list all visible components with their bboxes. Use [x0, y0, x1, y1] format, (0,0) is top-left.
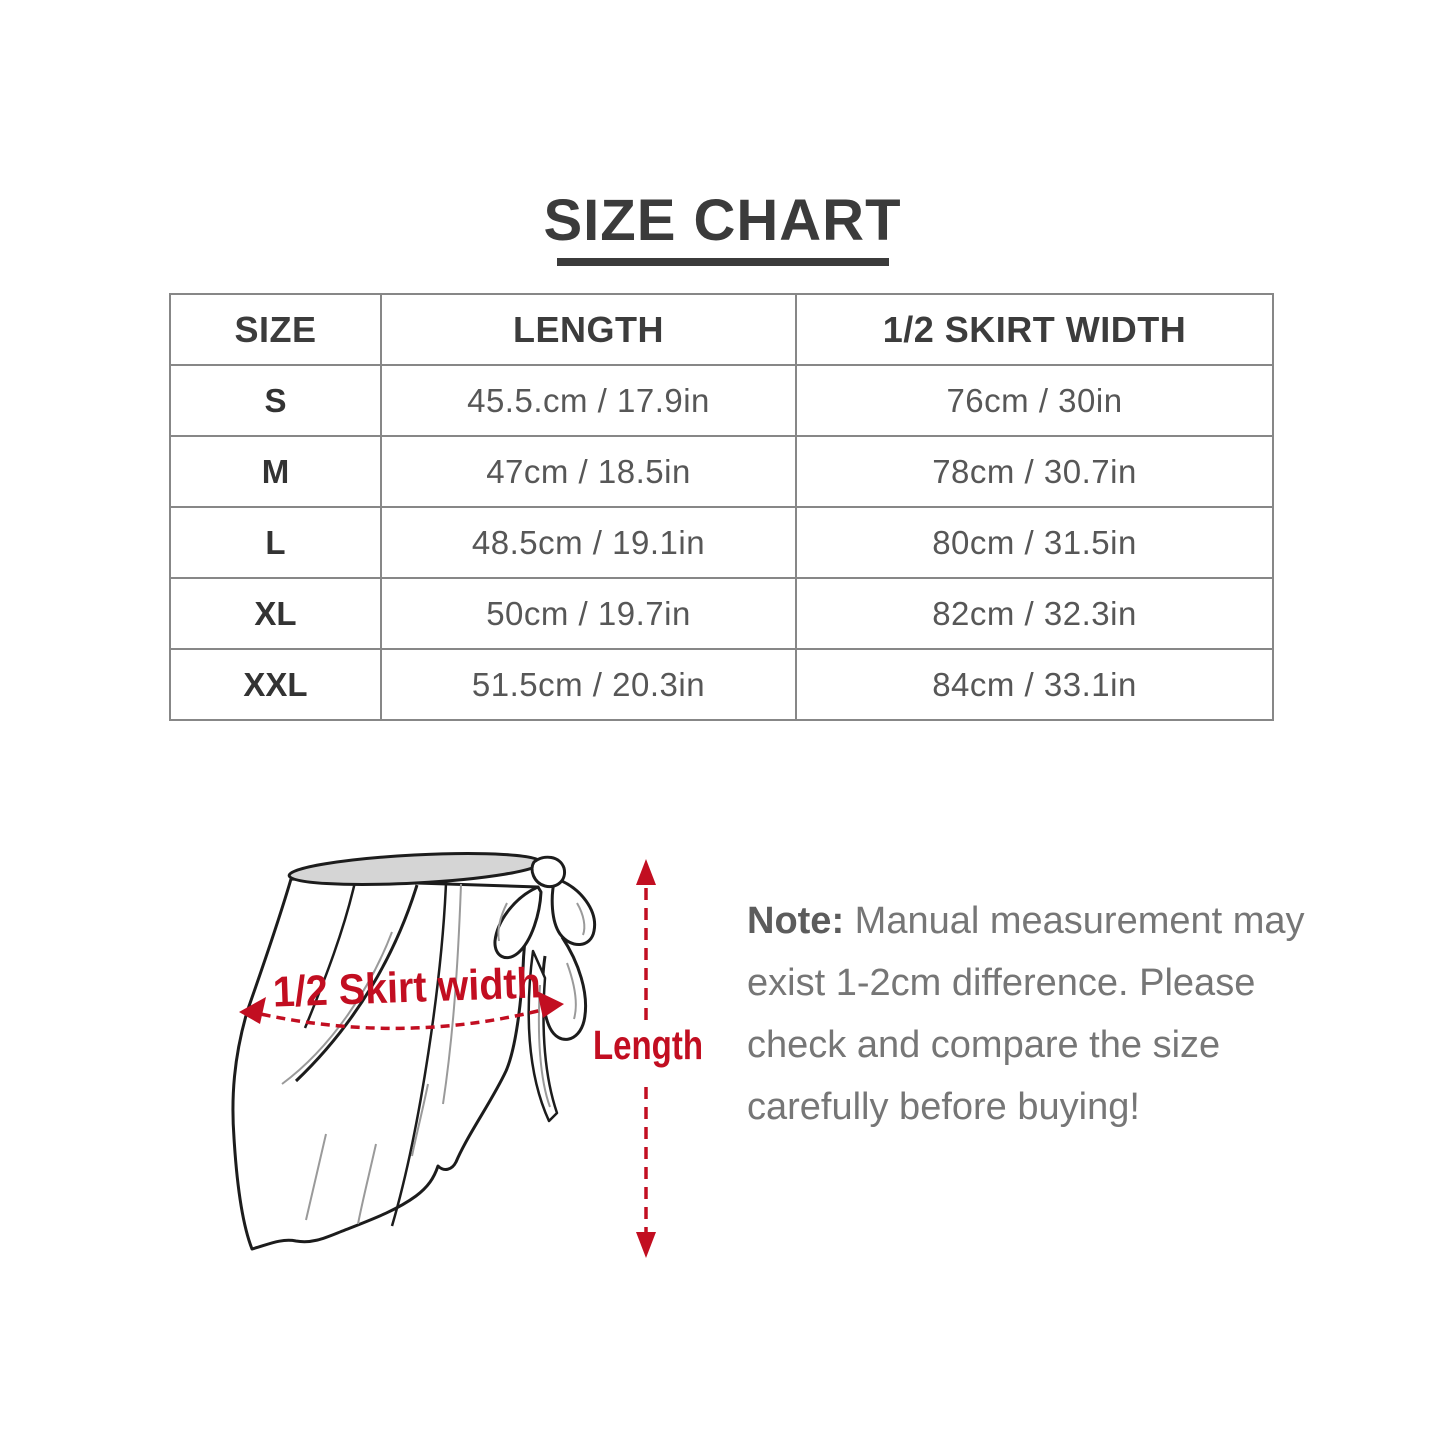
- header-half-skirt-width: 1/2 SKIRT WIDTH: [796, 294, 1273, 365]
- skirt-width-label: 1/2 Skirt width: [271, 958, 566, 1017]
- width-cell: 76cm / 30in: [796, 365, 1273, 436]
- width-cell: 82cm / 32.3in: [796, 578, 1273, 649]
- title-block: [0, 188, 1445, 266]
- table-row: [170, 578, 1273, 649]
- note-line: carefully before buying!: [747, 1086, 1140, 1128]
- header-size: SIZE: [170, 294, 381, 365]
- width-cell: 78cm / 30.7in: [796, 436, 1273, 507]
- waistband: [288, 848, 541, 889]
- bow-right-loop: [552, 879, 594, 945]
- header-length: LENGTH: [381, 294, 796, 365]
- note-label: Note:: [747, 900, 845, 942]
- note-line: exist 1-2cm difference. Please: [747, 962, 1256, 1004]
- title-underline: [557, 258, 889, 266]
- width-cell: 80cm / 31.5in: [796, 507, 1273, 578]
- length-cell: 50cm / 19.7in: [381, 578, 796, 649]
- size-cell: XXL: [170, 649, 381, 720]
- table-row: [170, 507, 1273, 578]
- bow-tail: [543, 937, 586, 1039]
- skirt-outline: [233, 879, 538, 1249]
- table-row: [170, 365, 1273, 436]
- size-cell: L: [170, 507, 381, 578]
- note-text: Manual measurement may: [854, 900, 1305, 942]
- note-block: [747, 890, 1327, 1138]
- note-line: check and compare the size: [747, 1024, 1221, 1066]
- table-row: [170, 649, 1273, 720]
- size-table: [169, 293, 1274, 721]
- page-title: SIZE CHART: [543, 188, 902, 253]
- length-cell: 45.5.cm / 17.9in: [381, 365, 796, 436]
- size-cell: M: [170, 436, 381, 507]
- length-cell: 48.5cm / 19.1in: [381, 507, 796, 578]
- skirt-measurement-diagram: [205, 835, 745, 1315]
- length-cell: 51.5cm / 20.3in: [381, 649, 796, 720]
- down-arrowhead-icon: [636, 1232, 656, 1258]
- length-cell: 47cm / 18.5in: [381, 436, 796, 507]
- bow-knot: [532, 857, 564, 886]
- length-label: Length: [593, 1022, 703, 1068]
- width-cell: 84cm / 33.1in: [796, 649, 1273, 720]
- note-line: [747, 890, 1327, 952]
- size-cell: S: [170, 365, 381, 436]
- table-header-row: [170, 294, 1273, 365]
- table-row: [170, 436, 1273, 507]
- size-cell: XL: [170, 578, 381, 649]
- up-arrowhead-icon: [636, 859, 656, 885]
